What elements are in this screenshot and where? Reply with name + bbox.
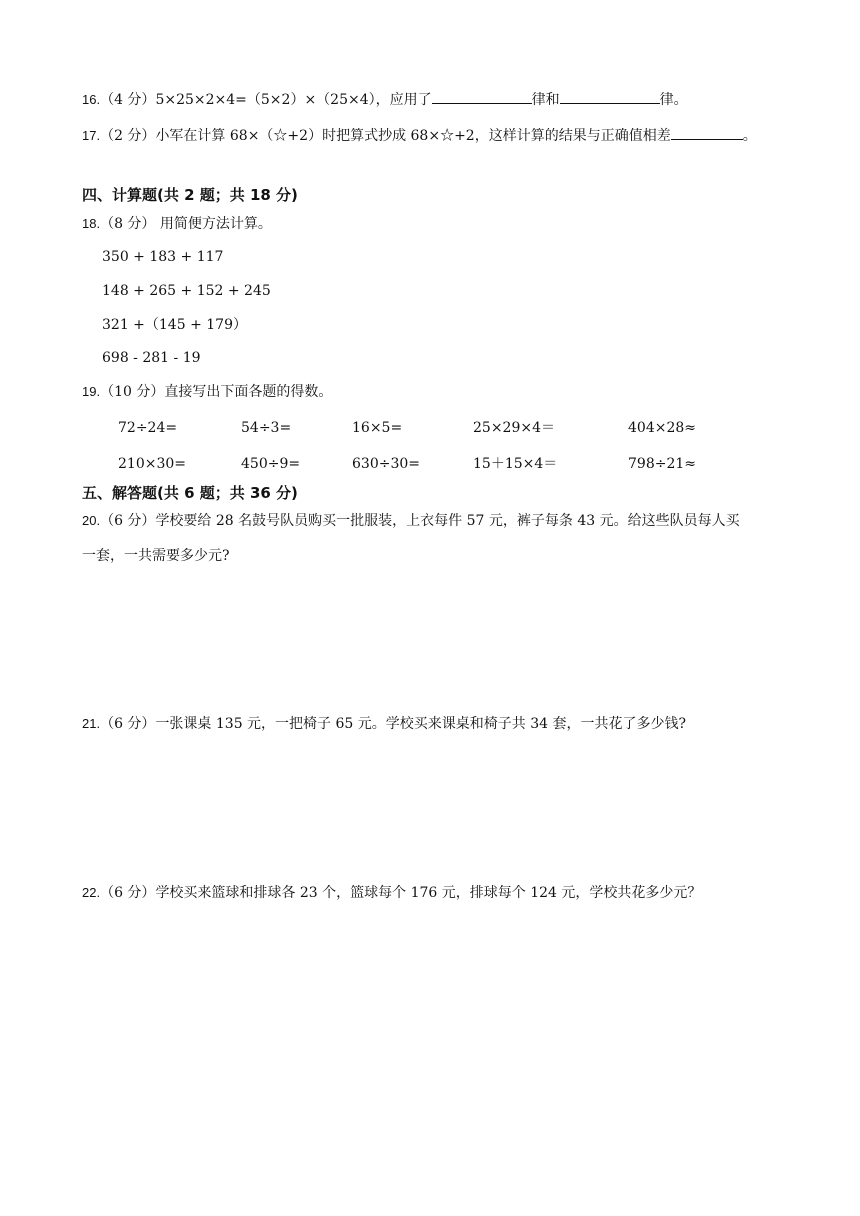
question-number: 20. [82, 513, 101, 528]
calc-item-3: 321 +（145 + 179） [102, 317, 247, 333]
question-17 [82, 125, 757, 146]
answer-blank-1[interactable] [432, 89, 532, 104]
question-20 [82, 511, 740, 531]
section-heading-4: 四、计算题(共 2 题；共 18 分) [82, 186, 298, 204]
answer-blank[interactable] [671, 125, 743, 140]
calc-item-1: 350 + 183 + 117 [102, 249, 224, 265]
calc-item-2: 148 + 265 + 152 + 245 [102, 283, 271, 299]
question-score: （6 分） [100, 885, 156, 901]
oral-item: 25×29×4＝ [473, 420, 555, 436]
question-22 [82, 883, 701, 903]
question-text: 直接写出下面各题的得数。 [164, 384, 333, 400]
question-text: 。 [742, 128, 757, 144]
question-text: 学校要给 28 名鼓号队员购买一批服装，上衣每件 57 元，裤子每条 43 元。给这些队员每人买 [155, 513, 740, 529]
oral-item: 15＋15×4＝ [473, 456, 558, 472]
question-number: 22. [82, 885, 101, 900]
question-19 [82, 382, 332, 402]
question-number: 21. [82, 716, 101, 731]
question-score: （4 分） [100, 92, 156, 108]
question-16 [82, 89, 688, 110]
question-number: 19. [82, 384, 101, 399]
question-text: 律和 [531, 92, 560, 108]
question-number: 16. [82, 92, 101, 107]
question-score: （8 分） [100, 216, 156, 232]
oral-item: 450÷9= [241, 456, 301, 472]
oral-item: 54÷3= [241, 420, 292, 436]
oral-item: 72÷24= [118, 420, 178, 436]
oral-item: 798÷21≈ [628, 456, 696, 472]
question-21 [82, 714, 686, 734]
question-text: 小军在计算 68×（☆+2）时把算式抄成 68×☆+2，这样计算的结果与正确值相差 [155, 128, 671, 144]
oral-item: 630÷30= [352, 456, 420, 472]
question-20-continued: 一套，一共需要多少元? [82, 548, 230, 564]
question-text: 5×25×2×4=（5×2）×（25×4），应用了 [155, 92, 432, 108]
question-number: 17. [82, 128, 101, 143]
answer-blank-2[interactable] [560, 89, 660, 104]
question-18 [82, 214, 272, 234]
oral-item: 16×5= [352, 420, 403, 436]
question-score: （6 分） [100, 513, 156, 529]
question-number: 18. [82, 216, 101, 231]
question-score: （10 分） [100, 384, 165, 400]
calc-item-4: 698 - 281 - 19 [102, 350, 201, 366]
question-score: （2 分） [100, 128, 156, 144]
oral-item: 210×30= [118, 456, 186, 472]
question-text: 用简便方法计算。 [155, 216, 272, 232]
question-text: 学校买来篮球和排球各 23 个，篮球每个 176 元，排球每个 124 元，学校共花多少元？ [155, 885, 702, 901]
question-score: （6 分） [100, 716, 156, 732]
oral-item: 404×28≈ [628, 420, 696, 436]
section-heading-5: 五、解答题(共 6 题；共 36 分) [82, 484, 298, 502]
question-text: 律。 [659, 92, 688, 108]
question-text: 一张课桌 135 元，一把椅子 65 元。学校买来课桌和椅子共 34 套，一共花了多少钱? [155, 716, 686, 732]
